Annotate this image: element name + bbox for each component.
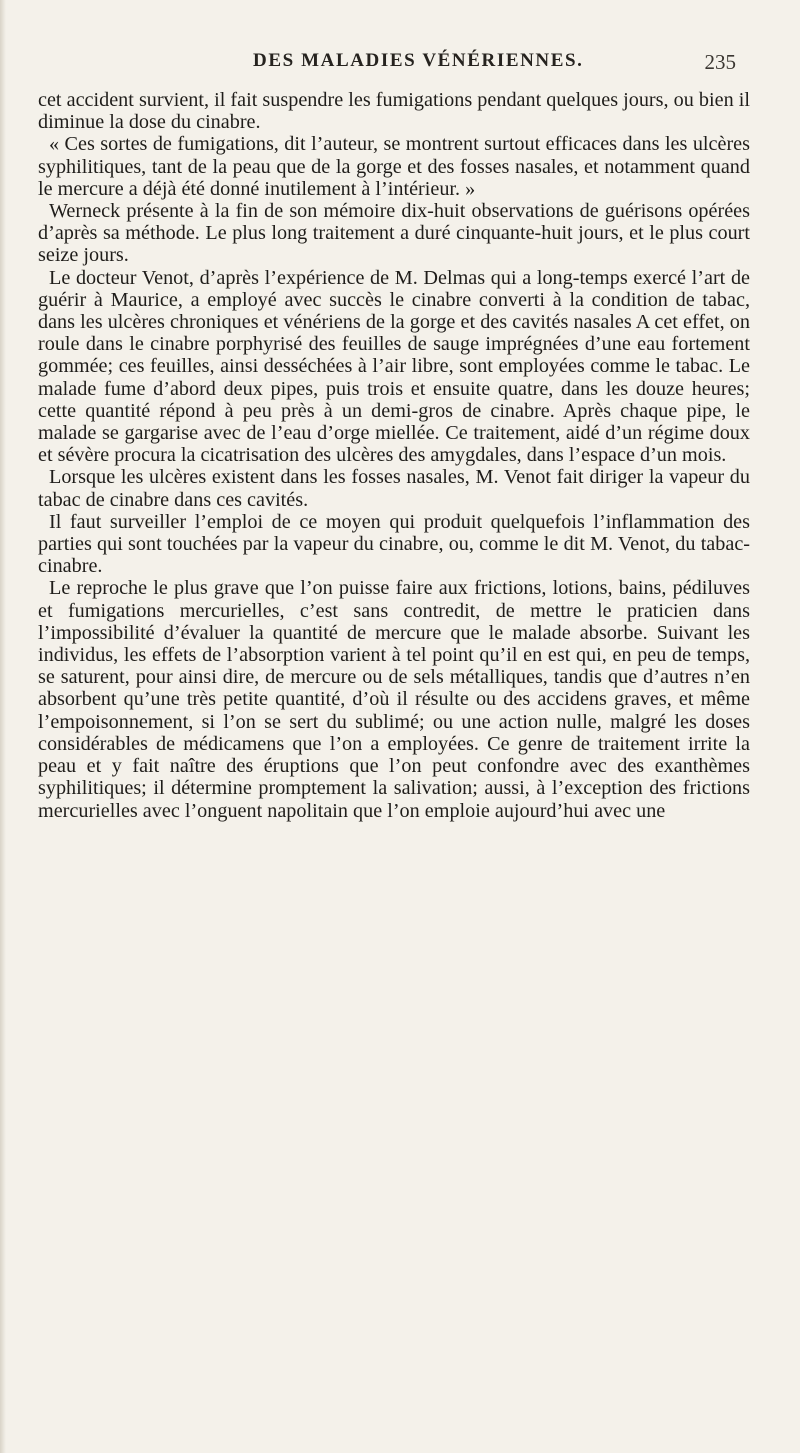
running-title: DES MALADIES VÉNÉRIENNES. bbox=[253, 50, 584, 71]
paragraph: Le reproche le plus grave que l’on puisse faire aux frictions, lotions, bains, pédiluves et fumigations mercurielles, c’est sans contredit, de mettre le praticien dans l’impossibilité d’évaluer la quantité de mercure que le malade absorbe. Suivant les individus, les effets de l’absorption varient à tel point qu’il en est qui, en peu de temps, se saturent, pour ainsi dire, de mercure ou de sels métalliques, tandis que d’autres n’en absorbent qu’une très petite quantité, d’où il résulte ou des accidens graves, et même l’empoisonnement, si l’on se sert du sublimé; ou une action nulle, malgré les doses considérables de médicamens que l’on a employées. Ce genre de traitement irrite la peau et y fait naître des éruptions que l’on peut confondre avec des exanthèmes syphilitiques; il détermine promptement la salivation; aussi, à l’exception des frictions mercurielles avec l’onguent napolitain que l’on emploie aujourd’hui avec une bbox=[38, 577, 750, 822]
page-number: 235 bbox=[704, 50, 736, 74]
paragraph: « Ces sortes de fumigations, dit l’auteur, se montrent surtout efficaces dans les ulcères syphilitiques, tant de la peau que de la gorge et des fosses nasales, et notamment quand le mercure a déjà été donné inutilement à l’intérieur. » bbox=[38, 133, 750, 200]
paragraph: Il faut surveiller l’emploi de ce moyen qui produit quelquefois l’inflammation des parties qui sont touchées par la vapeur du cinabre, ou, comme le dit M. Venot, du tabac-cinabre. bbox=[38, 510, 750, 578]
page-header bbox=[0, 50, 800, 80]
paragraph: Werneck présente à la fin de son mémoire dix-huit observations de guérisons opérées d’après sa méthode. Le plus long traitement a duré cinquante-huit jours, et le plus court seize jours. bbox=[38, 200, 750, 267]
paragraph: Le docteur Venot, d’après l’expérience de M. Delmas qui a long-temps exercé l’art de guérir à Maurice, a employé avec succès le cinabre converti à la condition de tabac, dans les ulcères chroniques et vénériens de la gorge et des cavités nasales A cet effet, on roule dans le cinabre porphyrisé des feuilles de sauge imprégnées d’une eau fortement gommée; ces feuilles, ainsi desséchées à l’air libre, sont employées comme le tabac. Le malade fume d’abord deux pipes, puis trois et ensuite quatre, dans les douze heures; cette quantité répond à peu près à un demi-gros de cinabre. Après chaque pipe, le malade se gargarise avec de l’eau d’orge miellée. Ce traitement, aidé d’un régime doux et sévère procura la cicatrisation des ulcères des amygdales, dans l’espace d’un mois. bbox=[38, 266, 750, 467]
paragraph: cet accident survient, il fait suspendre les fumigations pendant quelques jours, ou bien il diminue la dose du cinabre. bbox=[38, 89, 750, 134]
body-text bbox=[38, 89, 750, 822]
paragraph: Lorsque les ulcères existent dans les fosses nasales, M. Venot fait diriger la vapeur du tabac de cinabre dans ces cavités. bbox=[38, 466, 750, 511]
page-binding-edge bbox=[0, 0, 6, 1453]
